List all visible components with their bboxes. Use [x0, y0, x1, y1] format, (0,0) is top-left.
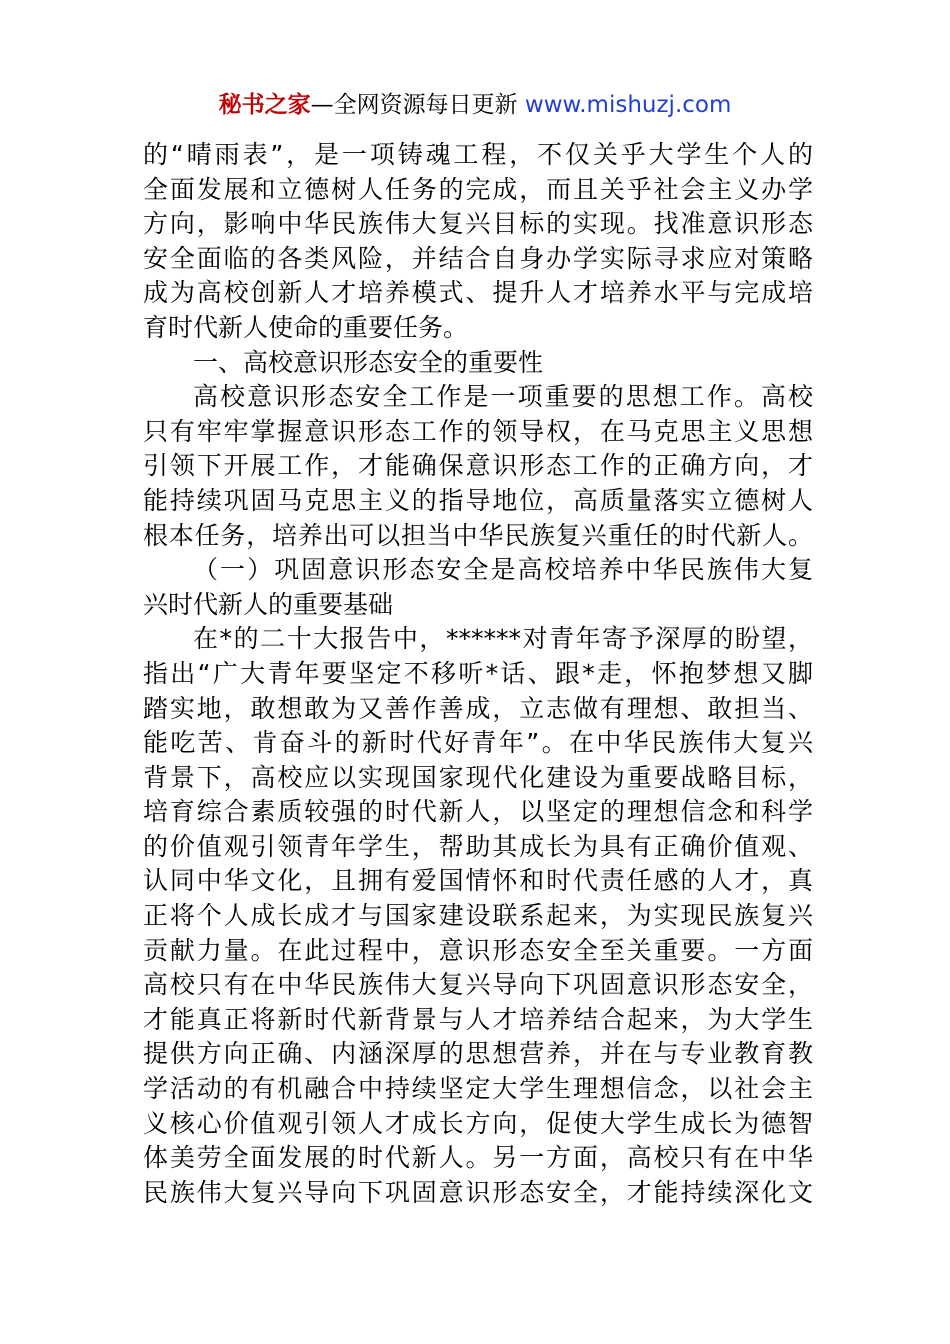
header-tagline: —全网资源每日更新: [310, 92, 525, 118]
page-header: [0, 88, 950, 122]
paragraph-line: 高校意识形态安全工作是一项重要的思想工作。高校: [193, 382, 813, 412]
paragraph-line: 才能真正将新时代新背景与人才培养结合起来，为大学生: [143, 1004, 813, 1034]
paragraph-line: 正将个人成长成才与国家建设联系起来，为实现民族复兴: [143, 901, 813, 931]
brand-name: 秘书之家: [218, 92, 311, 118]
paragraph-line: 高校只有在中华民族伟大复兴导向下巩固意识形态安全，: [143, 970, 813, 1000]
section-heading: 一、高校意识形态安全的重要性: [193, 347, 544, 377]
paragraph-line: 贡献力量。在此过程中，意识形态安全至关重要。一方面: [143, 935, 813, 965]
paragraph-line: 引领下开展工作，才能确保意识形态工作的正确方向，才: [143, 451, 813, 481]
document-body: [143, 138, 813, 1210]
paragraph-line: 能持续巩固马克思主义的指导地位，高质量落实立德树人: [143, 485, 813, 515]
paragraph-line: 安全面临的各类风险，并结合自身办学实际寻求应对策略: [143, 243, 813, 273]
paragraph-line: 学活动的有机融合中持续坚定大学生理想信念，以社会主: [143, 1074, 813, 1104]
subsection-heading: 兴时代新人的重要基础: [143, 589, 394, 619]
subsection-heading: （一）巩固意识形态安全是高校培养中华民族伟大复: [193, 555, 813, 585]
paragraph-line: 提供方向正确、内涵深厚的思想营养，并在与专业教育教: [143, 1039, 813, 1069]
paragraph-line: 成为高校创新人才培养模式、提升人才培养水平与完成培: [143, 278, 813, 308]
paragraph-line: 指出“广大青年要坚定不移听*话、跟*走，怀抱梦想又脚: [143, 658, 813, 688]
paragraph-line: 体美劳全面发展的时代新人。另一方面，高校只有在中华: [143, 1143, 813, 1173]
paragraph-line: 只有牢牢掌握意识形态工作的领导权，在马克思主义思想: [143, 416, 813, 446]
paragraph-line: 全面发展和立德树人任务的完成，而且关乎社会主义办学: [143, 174, 813, 204]
paragraph-line: 民族伟大复兴导向下巩固意识形态安全，才能持续深化文: [143, 1177, 813, 1207]
paragraph-line: 根本任务，培养出可以担当中华民族复兴重任的时代新人。: [143, 520, 813, 550]
paragraph-line: 在*的二十大报告中，******对青年寄予深厚的盼望，: [193, 624, 813, 654]
paragraph-line: 方向，影响中华民族伟大复兴目标的实现。找准意识形态: [143, 209, 813, 239]
paragraph-line: 踏实地，敢想敢为又善作善成，立志做有理想、敢担当、: [143, 693, 813, 723]
paragraph-line: 义核心价值观引领人才成长方向，促使大学生成长为德智: [143, 1108, 813, 1138]
paragraph-line: 育时代新人使命的重要任务。: [143, 312, 469, 342]
site-url-link[interactable]: www.mishuzj.com: [524, 92, 732, 118]
paragraph-line: 能吃苦、肯奋斗的新时代好青年”。在中华民族伟大复兴: [143, 728, 813, 758]
paragraph-line: 认同中华文化，且拥有爱国情怀和时代责任感的人才，真: [143, 866, 813, 896]
paragraph-line: 培育综合素质较强的时代新人，以坚定的理想信念和科学: [143, 797, 813, 827]
paragraph-line: 背景下，高校应以实现国家现代化建设为重要战略目标，: [143, 762, 813, 792]
paragraph-line: 的“晴雨表”，是一项铸魂工程，不仅关乎大学生个人的: [143, 140, 813, 169]
paragraph-line: 的价值观引领青年学生，帮助其成长为具有正确价值观、: [143, 831, 813, 861]
